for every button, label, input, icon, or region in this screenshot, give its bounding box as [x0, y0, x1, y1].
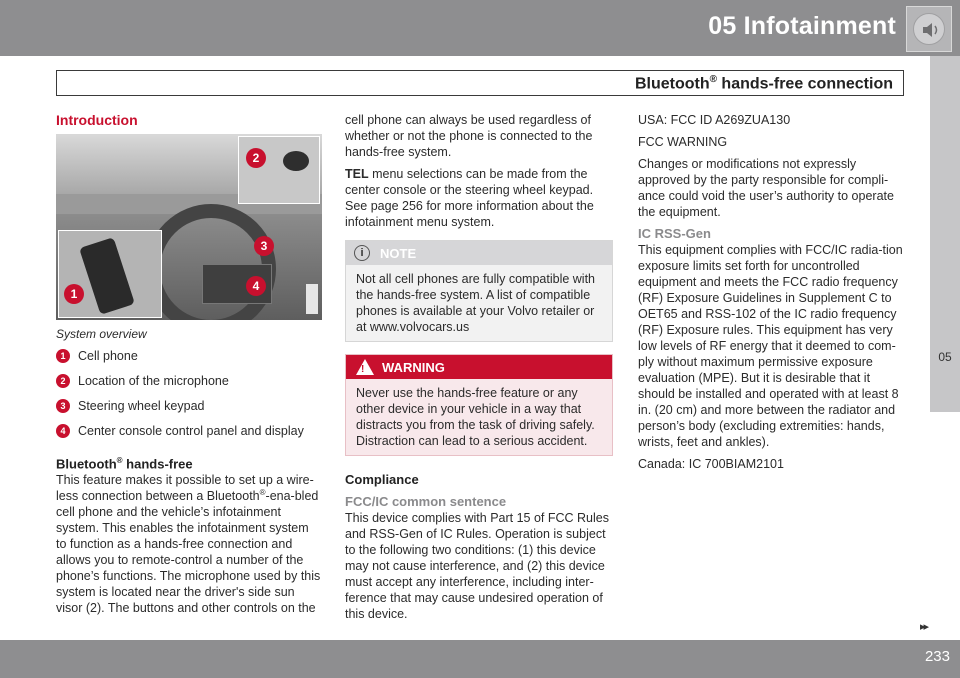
- note-header: [346, 241, 612, 265]
- bt-p1-text: This feature makes it possible to set up a wire-less connection between a Bluetooth: [56, 473, 314, 504]
- ic-rss-gen-paragraph: This equipment complies with FCC/IC radia-tion exposure limits set forth for uncontrolled equipment and meets the FCC radio frequency (RF) Exposure Guidelines in Supplement C to OET65 and RSS-102 of the IC radio frequency (RF) Exposure rules. This equipment has very low levels of RF energy that it deemed to com-ply without maximum permissive exposure evaluation (MPE). But it is desirable that it should be installed and operated with at least 8 in. (20 cm) and more between the radiator and person’s body (excluding extremities: hands, wrists, feet and ankles).: [638, 243, 903, 449]
- ic-rss-gen-heading: IC RSS-Gen: [638, 226, 711, 241]
- callout-3: 3: [254, 236, 274, 256]
- speaker-glyph: [914, 14, 946, 46]
- warning-exclamation: !: [361, 364, 365, 375]
- column-2: [345, 112, 613, 628]
- bt-p1-rest: -ena-bled cell phone and the vehicle’s infotainment system. This enables the infotainment system to function as a hands-free connection and allows you to remote-control a number of the phone’s functions. The microphone used by this system is located near the driver's side sun visor (2). The buttons and other controls on the: [56, 489, 321, 616]
- footer-band: [0, 640, 960, 678]
- legend-number: 1: [56, 349, 70, 363]
- warning-box: [345, 354, 613, 456]
- chapter-header-band: [0, 0, 960, 56]
- bt-heading-rest: hands-free: [122, 456, 193, 472]
- note-box: [345, 240, 613, 342]
- legend-item: [56, 398, 322, 414]
- callout-2: 2: [246, 148, 266, 168]
- legend-text: Steering wheel keypad: [78, 399, 205, 413]
- bluetooth-hands-free-heading: [56, 453, 322, 472]
- next-page-arrows-icon[interactable]: ▸▸: [920, 621, 928, 633]
- speaker-icon: [906, 6, 952, 52]
- section-title-bar: [56, 70, 904, 96]
- tel-menu-paragraph: [345, 166, 613, 230]
- compliance-heading: Compliance: [345, 472, 419, 487]
- warning-header: [346, 355, 612, 379]
- intro-heading: Introduction: [56, 112, 138, 128]
- figure-phone-inset: [58, 230, 162, 318]
- microphone-icon: [283, 151, 309, 171]
- callout-4: 4: [246, 276, 266, 296]
- legend-number: 4: [56, 424, 70, 438]
- column-1: [56, 112, 322, 622]
- section-title-sup: ®: [709, 74, 717, 85]
- fcc-warning-label: FCC WARNING: [638, 135, 728, 149]
- section-title-rest: hands-free connection: [716, 75, 893, 93]
- warning-body: Never use the hands-free feature or any other device in your vehicle in a way that distracts you from the task of driving safely. Distraction can lead to a serious accident.: [356, 386, 595, 448]
- legend-text: Location of the microphone: [78, 374, 229, 388]
- legend-number: 2: [56, 374, 70, 388]
- legend-item: [56, 373, 322, 389]
- side-tab-label: 05: [938, 350, 952, 364]
- warning-label: WARNING: [382, 360, 445, 375]
- callout-1: 1: [64, 284, 84, 304]
- speaker-icon-circle: [913, 13, 945, 45]
- column-3: [638, 112, 906, 478]
- changes-paragraph: Changes or modifications not expressly approved by the party responsible for compli-ance could void the user’s authority to operate the equipment.: [638, 157, 894, 219]
- bt-heading-sup: ®: [116, 456, 123, 465]
- warning-triangle-icon: [356, 359, 374, 375]
- note-body: Not all cell phones are fully compatible with the hands-free system. A list of compatible phones is available at your Volvo retailer or at www.volvocars.us: [356, 272, 596, 334]
- info-icon: i: [354, 245, 370, 261]
- section-title: [635, 74, 893, 93]
- fcc-ic-heading: FCC/IC common sentence: [345, 494, 507, 509]
- chapter-side-tab[interactable]: [930, 56, 960, 412]
- bt-heading-text: Bluetooth: [56, 456, 117, 472]
- legend-item: [56, 423, 322, 439]
- figure-image-code: [306, 284, 318, 314]
- continuation-paragraph: cell phone can always be used regardless of whether or not the phone is connected to the hands-free system.: [345, 113, 593, 159]
- legend-item: [56, 348, 322, 364]
- canada-ic: Canada: IC 700BIAM2101: [638, 457, 784, 471]
- figure-microphone-inset: [238, 136, 320, 204]
- note-label: NOTE: [380, 246, 417, 261]
- legend-number: 3: [56, 399, 70, 413]
- section-title-text: Bluetooth: [634, 75, 710, 93]
- legend-text: Cell phone: [78, 349, 138, 363]
- page-number: 233: [924, 648, 950, 665]
- figure-caption: System overview: [56, 327, 147, 341]
- tel-keyword: TEL: [345, 167, 369, 181]
- cell-phone-icon: [79, 237, 135, 315]
- bluetooth-intro-paragraph: [56, 472, 322, 616]
- tel-menu-text: menu selections can be made from the center console or the steering wheel keypad. See page 256 for more information about the infotainment menu system.: [345, 167, 594, 229]
- system-overview-figure: [56, 134, 322, 320]
- chapter-title: 05 Infotainment: [708, 12, 896, 40]
- bt-p1-sup: ®: [259, 488, 266, 498]
- usa-fcc-id: USA: FCC ID A269ZUA130: [638, 113, 791, 127]
- fcc-ic-paragraph: This device complies with Part 15 of FCC Rules and RSS-Gen of IC Rules. Operation is subject to the following two conditions: (1) this device may not cause interference, and (2) this device must accept any interference, including inter-ference that may cause undesired operation of this device.: [345, 511, 609, 621]
- legend-text: Center console control panel and display: [78, 424, 304, 438]
